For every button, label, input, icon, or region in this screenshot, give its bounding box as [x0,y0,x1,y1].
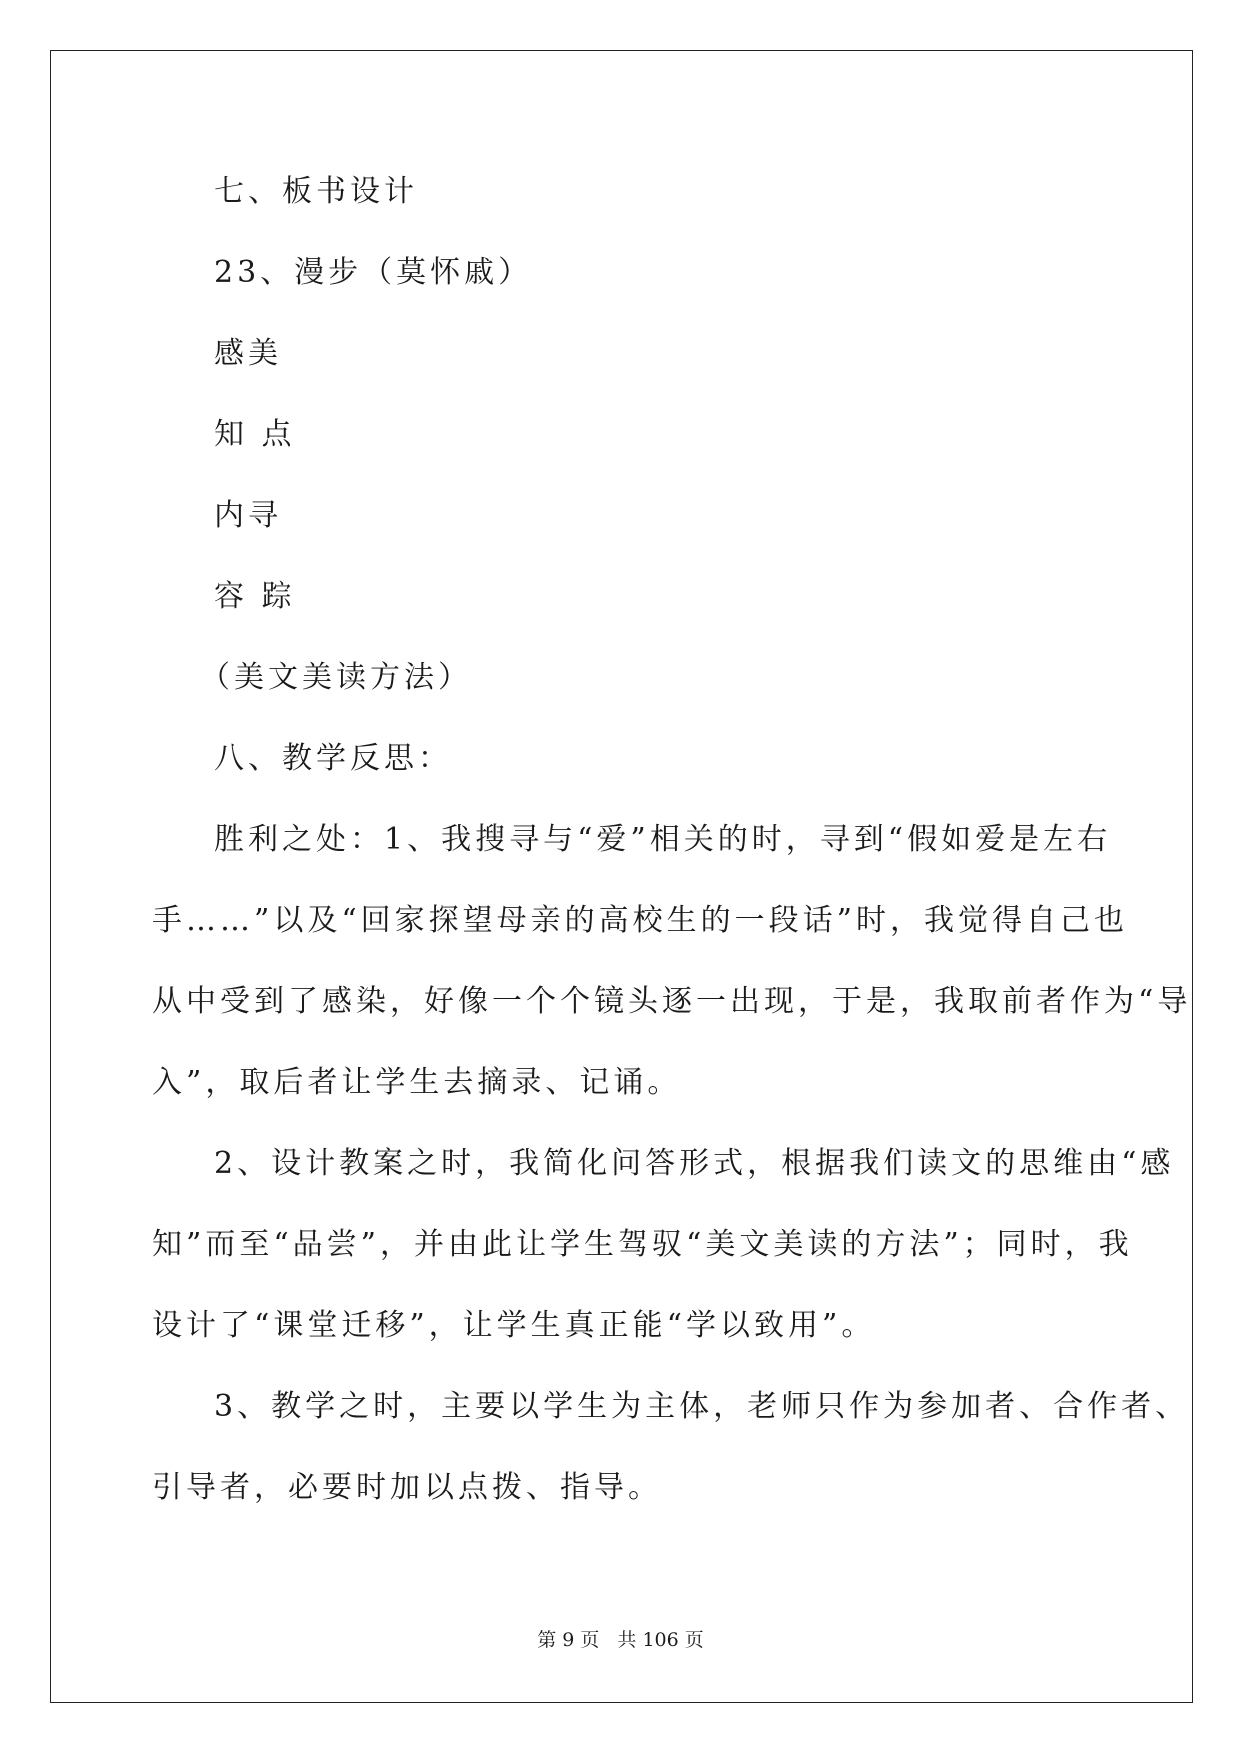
board-text-note: （美文美读方法） [200,660,472,695]
board-text-line: 知 点 [214,417,296,452]
page-total: 共 106 页 [617,1629,704,1651]
paragraph-line: 2、设计教案之时，我简化问答形式，根据我们读文的思维由“感 [214,1146,1175,1181]
page-border [50,50,1193,1703]
paragraph-line: 胜利之处：1、我搜寻与“爱”相关的时，寻到“假如爱是左右 [214,822,1112,857]
paragraph-line: 引导者，必要时加以点拨、指导。 [152,1470,662,1505]
board-text-line: 感美 [214,336,282,371]
section-heading-board-design: 七、板书设计 [214,174,418,209]
page-number: 第 9 页 [537,1629,600,1651]
board-text-line: 内寻 [214,498,282,533]
page-footer [0,1628,1241,1652]
paragraph-line: 3、教学之时，主要以学生为主体，老师只作为参加者、合作者、 [214,1389,1190,1424]
paragraph-line: 手……”以及“回家探望母亲的高校生的一段话”时，我觉得自己也 [152,903,1129,938]
section-heading-reflection: 八、教学反思： [214,741,452,776]
paragraph-line: 知”而至“品尝”，并由此让学生驾驭“美文美读的方法”；同时，我 [152,1227,1133,1262]
paragraph-line: 从中受到了感染，好像一个个镜头逐一出现，于是，我取前者作为“导 [152,984,1192,1019]
board-text-line: 容 踪 [214,579,296,614]
paragraph-line: 设计了“课堂迁移”，让学生真正能“学以致用”。 [152,1308,876,1343]
paragraph-line: 入”，取后者让学生去摘录、记诵。 [152,1065,682,1100]
lesson-title: 23、漫步（莫怀戚） [214,255,533,290]
